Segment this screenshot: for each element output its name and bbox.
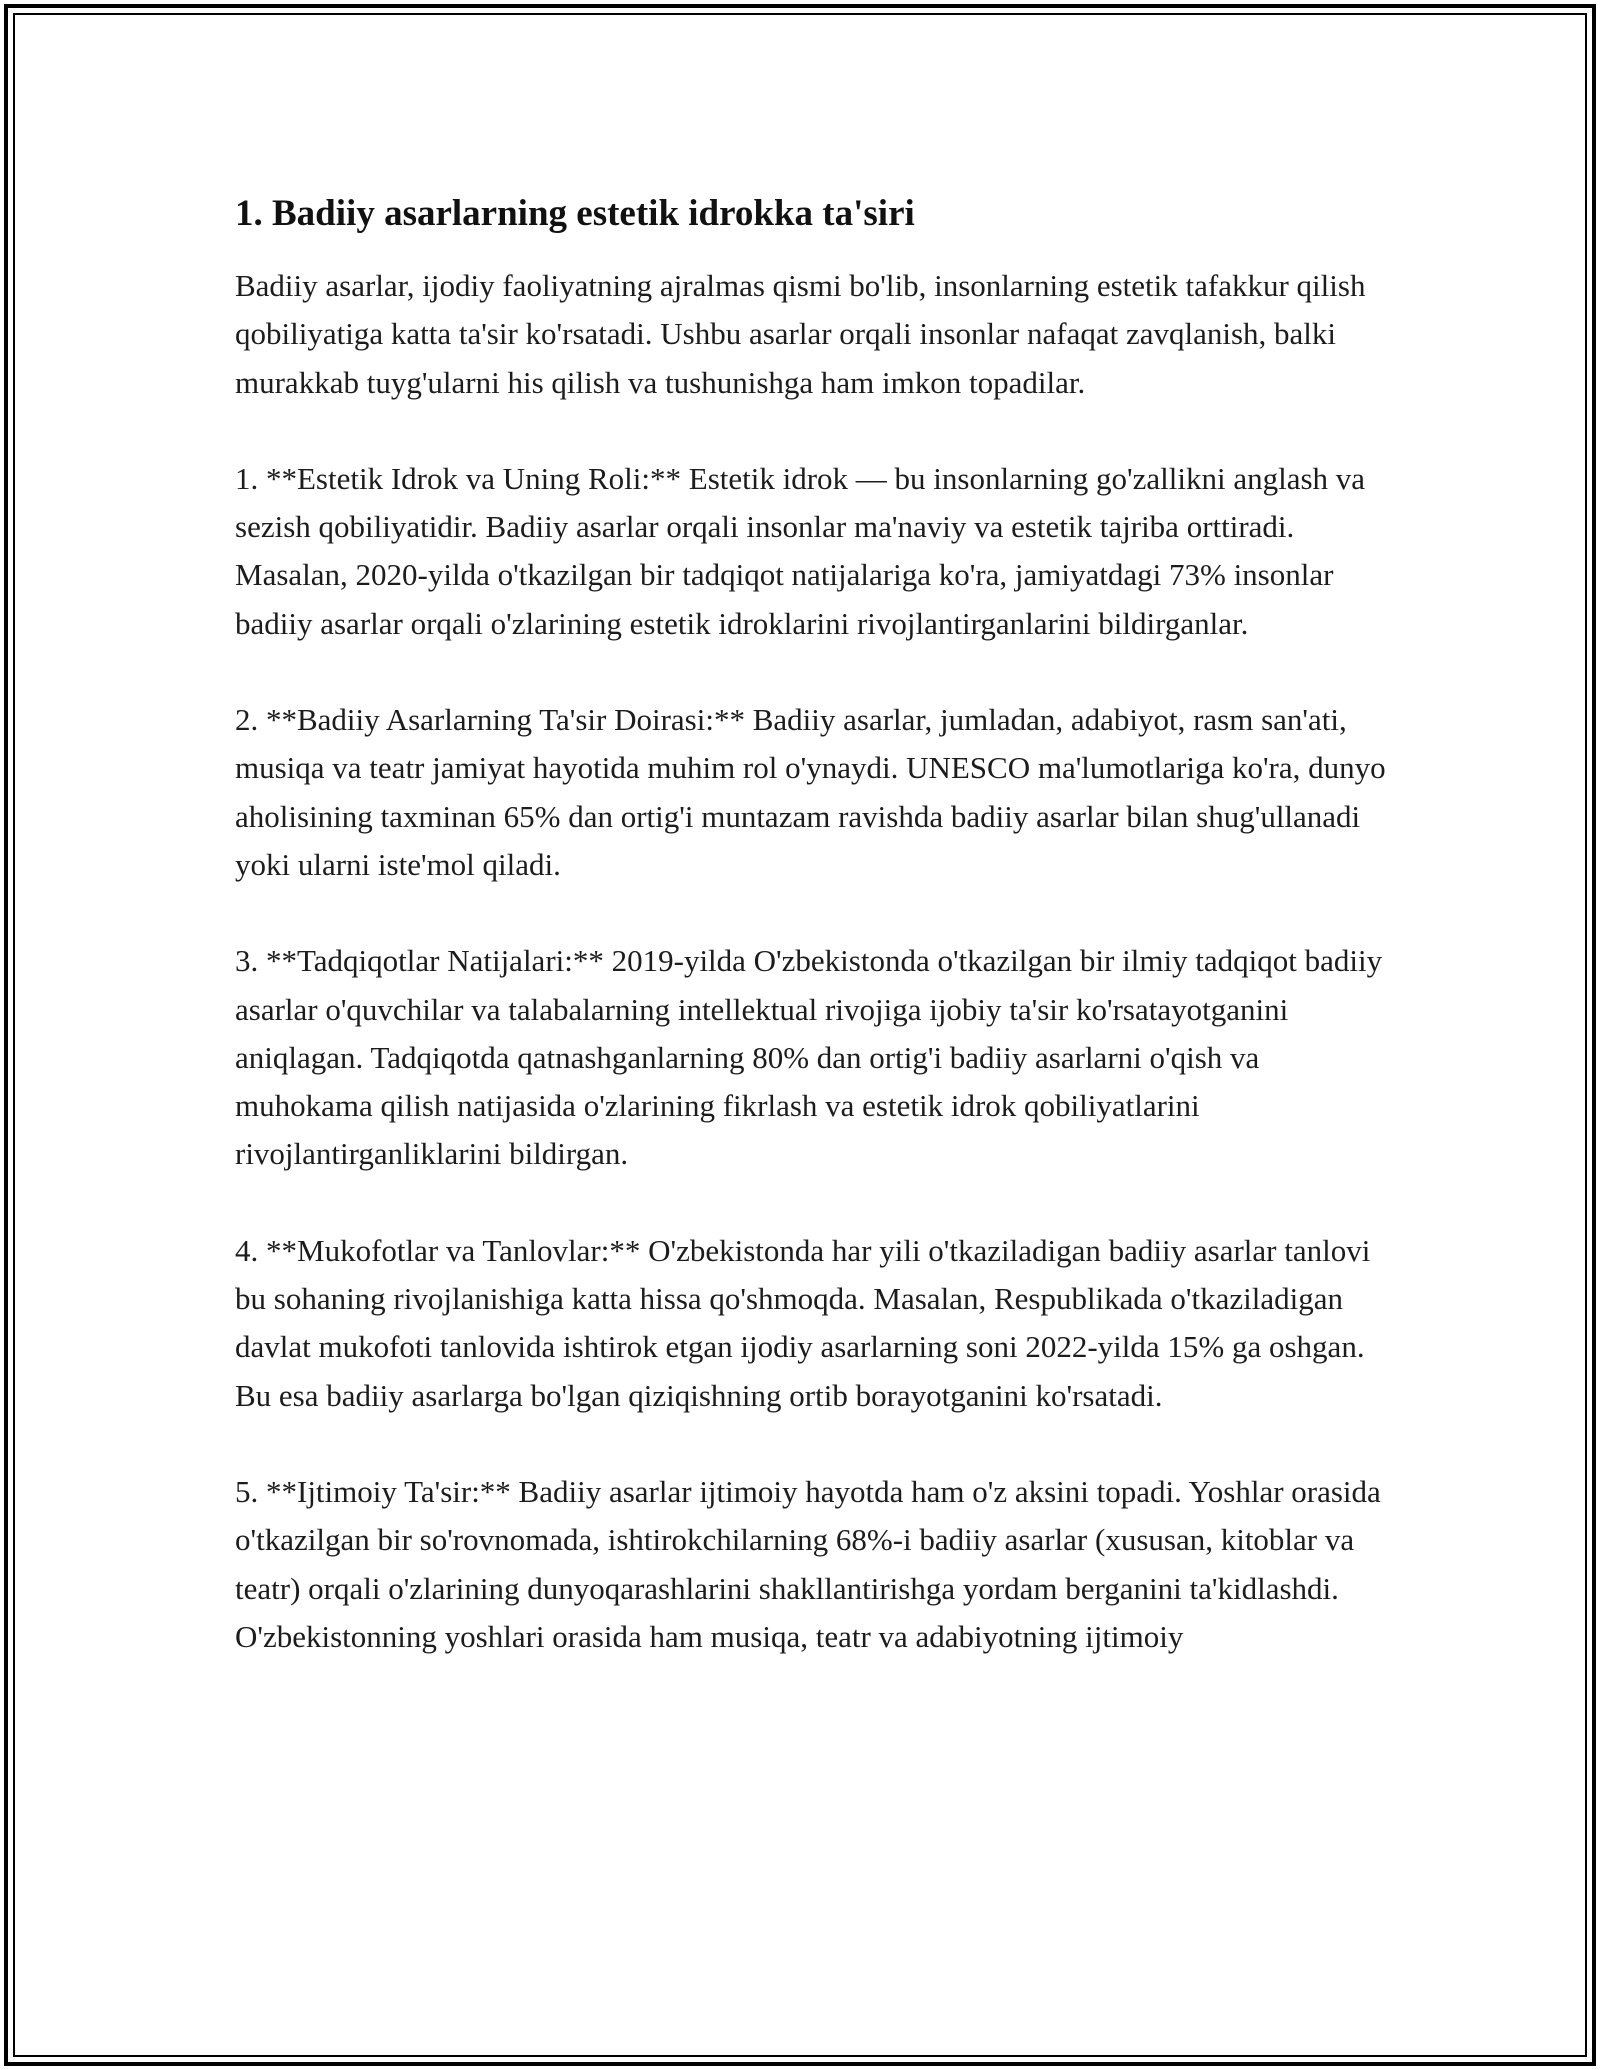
document-body bbox=[235, 186, 1390, 1709]
list-item-3-paragraph: 3. **Tadqiqotlar Natijalari:** 2019-yilda O'zbekistonda o'tkazilgan bir ilmiy tadqiqot badiiy asarlar o'quvchilar va talabalarning intellektual rivojiga ijobiy ta'sir ko'rsatayotganini aniqlagan. Tadqiqotda qatnashganlarning 80% dan ortig'i badiiy asarlarni o'qish va muhokama qilish natijasida o'zlarining fikrlash va estetik idrok qobiliyatlarini rivojlantirganliklarini bildirgan. bbox=[235, 943, 1383, 1172]
list-item-2-paragraph: 2. **Badiiy Asarlarning Ta'sir Doirasi:** Badiiy asarlar, jumladan, adabiyot, rasm san'ati, musiqa va teatr jamiyat hayotida muhim rol o'ynaydi. UNESCO ma'lumotlariga ko'ra, dunyo aholisining taxminan 65% dan ortig'i muntazam ravishda badiiy asarlar bilan shug'ullanadi yoki ularni iste'mol qiladi. bbox=[235, 702, 1386, 882]
list-item-1-paragraph: 1. **Estetik Idrok va Uning Roli:** Estetik idrok — bu insonlarning go'zallikni anglash va sezish qobiliyatidir. Badiiy asarlar orqali insonlar ma'naviy va estetik tajriba orttiradi. Masalan, 2020-yilda o'tkazilgan bir tadqiqot natijalariga ko'ra, jamiyatdagi 73% insonlar badiiy asarlar orqali o'zlarining estetik idroklarini rivojlantirganlarini bildirganlar. bbox=[235, 460, 1366, 641]
intro-paragraph: Badiiy asarlar, ijodiy faoliyatning ajralmas qismi bo'lib, insonlarning estetik tafakkur qilish qobiliyatiga katta ta'sir ko'rsatadi. Ushbu asarlar orqali insonlar nafaqat zavqlanish, balki murakkab tuyg'ularni his qilish va tushunishga ham imkon topadilar. bbox=[235, 268, 1366, 400]
list-item-5-paragraph: 5. **Ijtimoiy Ta'sir:** Badiiy asarlar ijtimoiy hayotda ham o'z aksini topadi. Yoshlar orasida o'tkazilgan bir so'rovnomada, ishtirokchilarning 68%-i badiiy asarlar (xususan, kitoblar va teatr) orqali o'zlarining dunyoqarashlarini shakllantirishga yordam berganini ta'kidlashdi. O'zbekistonning yoshlari orasida ham musiqa, teatr va adabiyotning ijtimoiy bbox=[235, 1473, 1381, 1654]
section-title: 1. Badiiy asarlarning estetik idrokka ta'siri bbox=[235, 193, 915, 234]
list-item-4-paragraph: 4. **Mukofotlar va Tanlovlar:** O'zbekistonda har yili o'tkaziladigan badiiy asarlar tanlovi bu sohaning rivojlanishiga katta hissa qo'shmoqda. Masalan, Respublikada o'tkaziladigan davlat mukofoti tanlovida ishtirok etgan ijodiy asarlarning soni 2022-yilda 15% ga oshgan. Bu esa badiiy asarlarga bo'lgan qiziqishning ortib borayotganini ko'rsatadi. bbox=[235, 1232, 1371, 1413]
